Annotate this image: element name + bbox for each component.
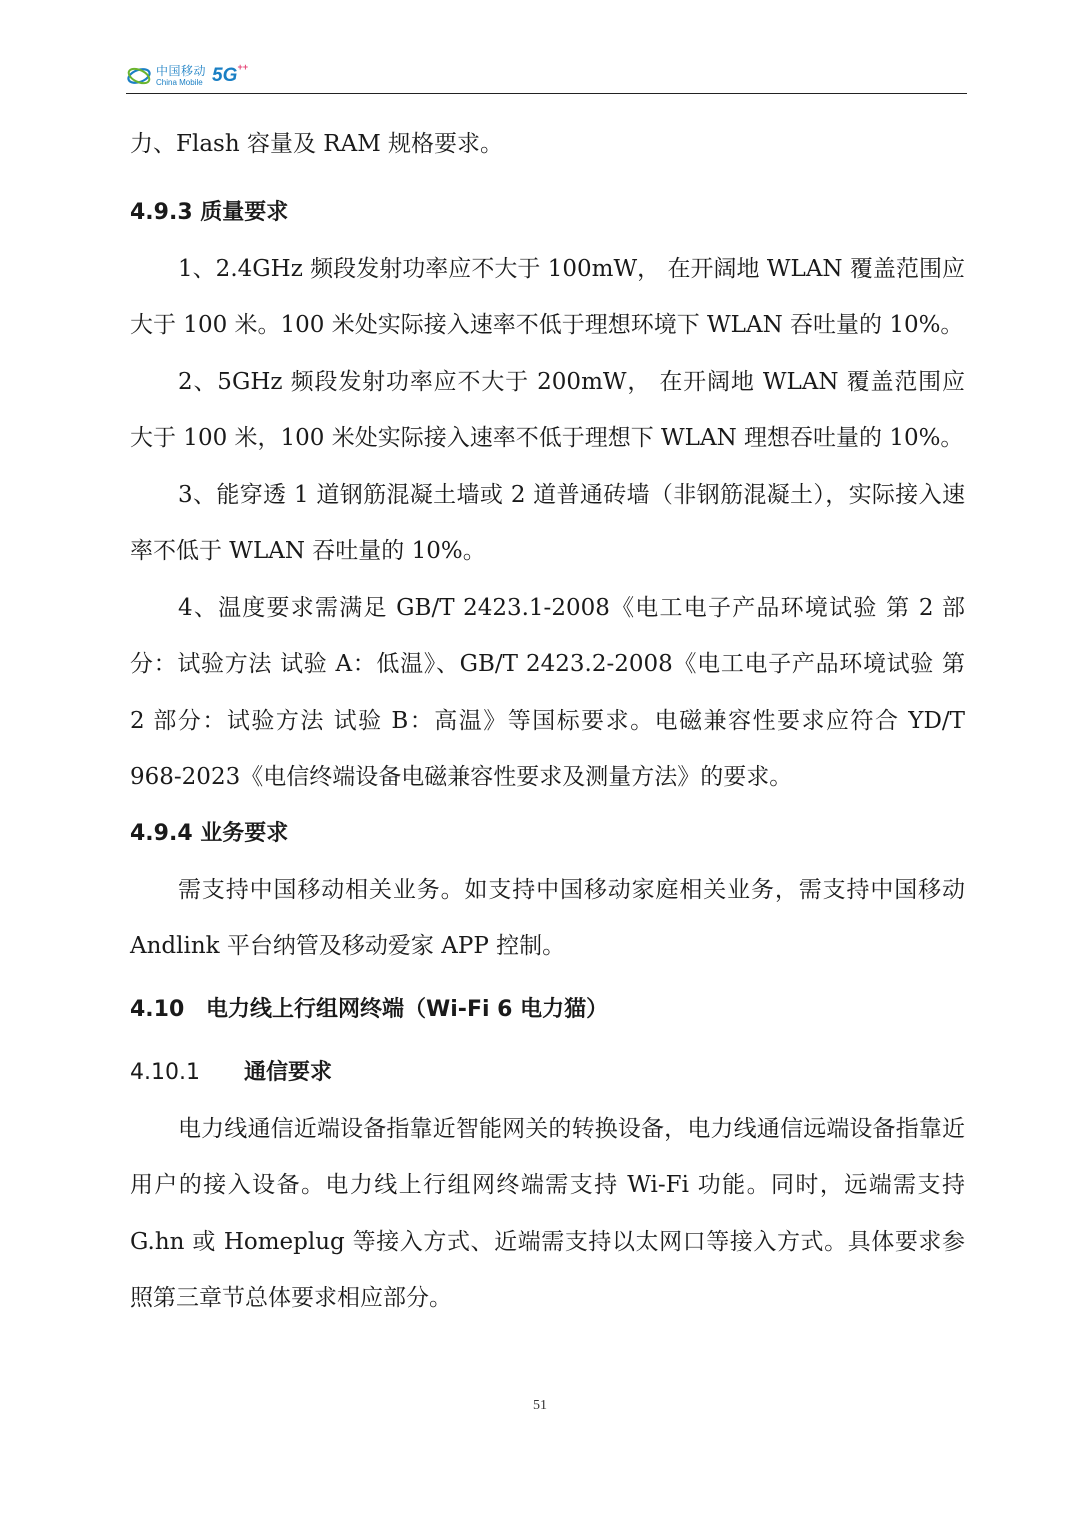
requirement-item-3: 3、能穿透 1 道钢筋混凝土墙或 2 道普通砖墙（非钢筋混凝土），实际接入速率不低于 WLAN 吞吐量的 10%。 — [130, 481, 965, 564]
section-number: 4.10 — [130, 996, 185, 1022]
requirement-item-2: 2、5GHz 频段发射功率应不大于 200mW， 在开阔地 WLAN 覆盖范围应大于 100 米，100 米处实际接入速率不低于理想下 WLAN 理想吞吐量的 10%。 — [130, 368, 965, 451]
logo-5g-mark: 5G++ — [212, 61, 248, 86]
page-number: 51 — [533, 1398, 547, 1413]
china-mobile-logo — [126, 58, 248, 94]
communication-requirement-paragraph: 电力线通信近端设备指靠近智能网关的转换设备，电力线通信远端设备指靠近用户的接入设备。电力线上行组网终端需支持 Wi-Fi 功能。同时，远端需支持 G.hn 或 Homeplug 等接入方式、近端需支持以太网口等接入方式。具体要求参照第三章节总体要求相应部分。 — [130, 1115, 965, 1311]
logo-en-text: China Mobile — [156, 78, 203, 87]
section-heading-4-10-1 — [130, 1045, 965, 1101]
section-title: 通信要求 — [244, 1059, 333, 1085]
section-heading-4-9-4: 4.9.4 业务要求 — [130, 820, 289, 846]
china-mobile-emblem-icon — [126, 65, 152, 87]
section-heading-4-9-3: 4.9.3 质量要求 — [130, 199, 289, 225]
document-body — [130, 116, 965, 1327]
business-requirement-paragraph: 需支持中国移动相关业务。如支持中国移动家庭相关业务，需支持中国移动 Andlink 平台纳管及移动爱家 APP 控制。 — [130, 876, 965, 959]
header-rule — [126, 93, 967, 94]
requirement-item-1: 1、2.4GHz 频段发射功率应不大于 100mW， 在开阔地 WLAN 覆盖范围应大于 100 米。100 米处实际接入速率不低于理想环境下 WLAN 吞吐量的 10%。 — [130, 255, 965, 338]
section-heading-4-10 — [130, 975, 965, 1045]
page-header — [126, 52, 967, 94]
logo-cn-text: 中国移动 — [156, 64, 207, 78]
paragraph-continuation: 力、Flash 容量及 RAM 规格要求。 — [130, 131, 504, 157]
section-number: 4.10.1 — [130, 1059, 200, 1085]
section-title: 电力线上行组网终端（Wi-Fi 6 电力猫） — [206, 996, 609, 1022]
requirement-item-4: 4、温度要求需满足 GB/T 2423.1-2008《电工电子产品环境试验 第 2 部分：试验方法 试验 A：低温》、GB/T 2423.2-2008《电工电子产品环境试验 第 2 部分：试验方法 试验 B：高温》等国标要求。电磁兼容性要求应符合 YD/T 968-2023《电信终端设备电磁兼容性要求及测量方法》的要求。 — [130, 594, 965, 790]
